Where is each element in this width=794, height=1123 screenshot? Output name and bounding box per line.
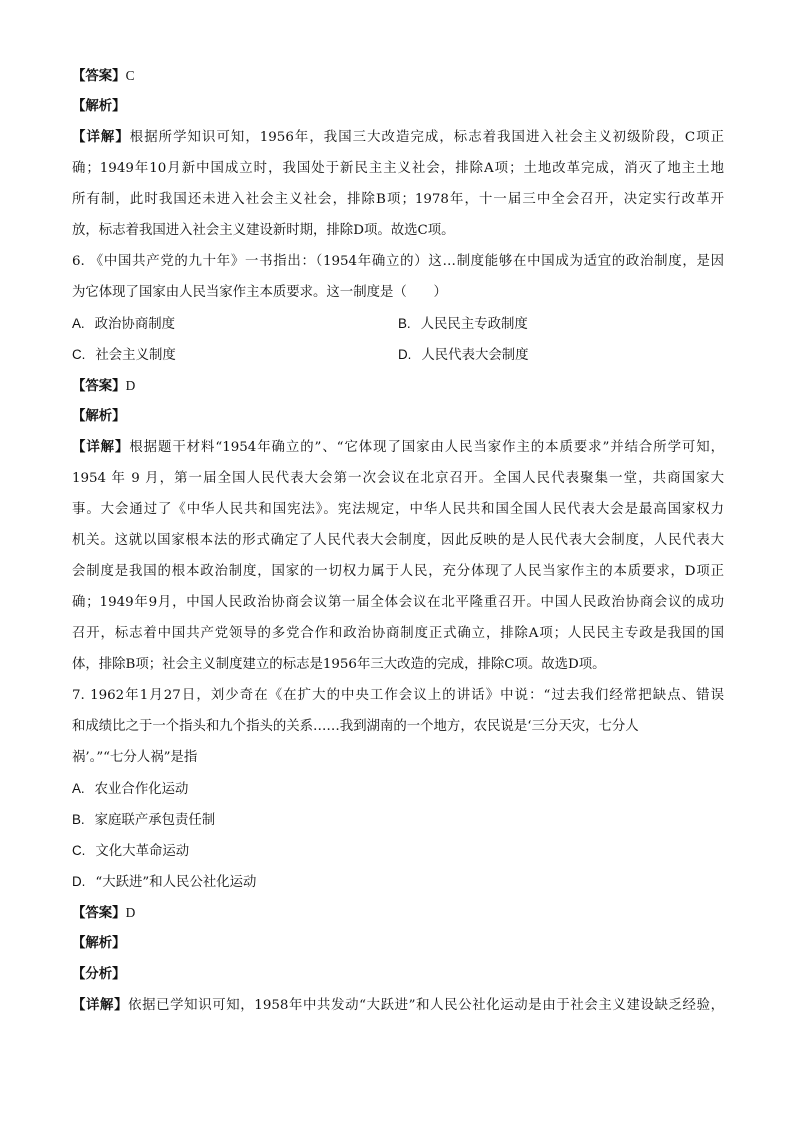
option-d — [398, 341, 724, 372]
detail-label: 【详解】 — [72, 129, 130, 145]
q7-stem-line-2 — [72, 744, 724, 775]
answer-value: D — [125, 905, 136, 920]
q6-detail-line-7 — [72, 651, 724, 682]
detail-text: 召开，标志着中国共产党领导的多党合作和政治协商制度正式确立，排除A项；人民民主专政是我国的国 — [72, 626, 724, 641]
analysis-label: 【解析】 — [72, 408, 126, 424]
detail-text: 事。大会通过了《中华人民共和国宪法》。宪法规定，中华人民共和国全国人民代表大会是最高国家权力 — [72, 502, 724, 517]
option-text: 文化大革命运动 — [95, 844, 190, 859]
q7-option-d — [72, 868, 724, 899]
option-b — [398, 310, 724, 341]
option-c — [72, 341, 398, 372]
q6-stem-line-0 — [72, 248, 724, 279]
option-text: 家庭联产承包责任制 — [94, 813, 216, 828]
fenxi-label: 【分析】 — [72, 966, 126, 982]
question-stem: 和成绩比之于一个指头和九个指头的关系……我到湖南的一个地方，农民说是‘三分天灾，七分人 — [72, 719, 639, 734]
detail-text: 确；1949年9月，中国人民政治协商会议第一届全体会议在北平隆重召开。中国人民政治协商会议的成功 — [72, 595, 724, 610]
q6-options-row-2 — [72, 341, 724, 372]
option-letter: C. — [72, 843, 86, 858]
q7-fenxi-heading — [72, 961, 724, 992]
q5-answer-line — [72, 62, 724, 93]
q6-stem-line-1 — [72, 279, 724, 310]
detail-text: 放，标志着我国进入社会主义建设新时期，排除D项。故选C项。 — [72, 223, 455, 238]
detail-label: 【详解】 — [72, 997, 129, 1013]
detail-text: 确；1949年10月新中国成立时，我国处于新民主主义社会，排除A项；土地改革完成，消灭了地主土地 — [72, 161, 724, 176]
q6-analysis-heading — [72, 403, 724, 434]
q6-detail-line-5 — [72, 589, 724, 620]
answer-label: 【答案】 — [72, 378, 126, 394]
q6-detail-line-3 — [72, 527, 724, 558]
option-letter: B. — [398, 316, 411, 331]
q5-detail-line-1 — [72, 155, 724, 186]
answer-value: D — [125, 378, 136, 393]
option-letter: D. — [398, 347, 412, 362]
q7-option-c — [72, 837, 724, 868]
question-stem: 为它体现了国家由人民当家作主本质要求。这一制度是（ ） — [72, 285, 447, 300]
option-letter: A. — [72, 781, 85, 796]
q7-option-b — [72, 806, 724, 837]
detail-text: 会制度是我国的根本政治制度，国家的一切权力属于人民，充分体现了人民当家作主的本质要求，D项正 — [72, 564, 724, 579]
q6-detail-line-6 — [72, 620, 724, 651]
q5-detail-line-0 — [72, 124, 724, 155]
q5-detail-line-3 — [72, 217, 724, 248]
q6-detail-line-2 — [72, 496, 724, 527]
detail-text: 体，排除B项；社会主义制度建立的标志是1956年三大改造的完成，排除C项。故选D项。 — [72, 657, 606, 672]
option-letter: B. — [72, 812, 85, 827]
option-text: 农业合作化运动 — [94, 782, 189, 797]
q6-detail-line-0 — [72, 434, 724, 465]
q6-options-row-1 — [72, 310, 724, 341]
q6-detail-line-4 — [72, 558, 724, 589]
q7-answer-line — [72, 899, 724, 930]
answer-label: 【答案】 — [72, 68, 126, 84]
q5-analysis-heading — [72, 93, 724, 124]
q7-detail-line-0 — [72, 992, 724, 1023]
q7-stem-line-1 — [72, 713, 724, 744]
q7-option-a — [72, 775, 724, 806]
answer-label: 【答案】 — [72, 905, 126, 921]
q6-answer-line — [72, 372, 724, 403]
detail-text: 1954 年 9 月，第一届全国人民代表大会第一次会议在北京召开。全国人民代表聚集一堂，共商国家大 — [72, 471, 724, 486]
analysis-label: 【解析】 — [72, 98, 126, 114]
q7-stem-line-0 — [72, 682, 724, 713]
option-text: 人民代表大会制度 — [421, 348, 529, 363]
answer-value: C — [125, 68, 135, 83]
option-text: 人民民主专政制度 — [420, 317, 528, 332]
detail-text: 依据已学知识可知，1958年中共发动“大跃进”和人民公社化运动是由于社会主义建设缺乏经验， — [128, 998, 724, 1013]
option-text: 社会主义制度 — [95, 348, 176, 363]
question-stem: 祸’。”“七分人祸”是指 — [72, 750, 198, 765]
detail-label: 【详解】 — [72, 439, 130, 455]
option-a — [72, 310, 398, 341]
option-text: “大跃进”和人民公社化运动 — [95, 875, 257, 890]
question-stem: 7. 1962年1月27日，刘少奇在《在扩大的中央工作会议上的讲话》中说：“过去我们经常把缺点、错误 — [72, 688, 724, 703]
analysis-label: 【解析】 — [72, 935, 126, 951]
question-stem: 6. 《中国共产党的九十年》一书指出：（1954年确立的）这…制度能够在中国成为适宜的政治制度，是因 — [72, 254, 724, 269]
detail-text: 所有制，此时我国还未进入社会主义社会，排除B项；1978年，十一届三中全会召开，决定实行改革开 — [72, 192, 724, 207]
option-letter: C. — [72, 347, 86, 362]
option-text: 政治协商制度 — [94, 317, 175, 332]
detail-text: 根据所学知识可知，1956年，我国三大改造完成，标志着我国进入社会主义初级阶段，C项正 — [129, 130, 724, 145]
q6-detail-line-1 — [72, 465, 724, 496]
q5-detail-line-2 — [72, 186, 724, 217]
detail-text: 机关。这就以国家根本法的形式确定了人民代表大会制度，因此反映的是人民代表大会制度，人民代表大 — [72, 533, 724, 548]
q7-analysis-heading — [72, 930, 724, 961]
option-letter: A. — [72, 316, 85, 331]
document-page — [72, 62, 724, 1023]
detail-text: 根据题干材料“1954年确立的”、“它体现了国家由人民当家作主的本质要求”并结合所学可知， — [129, 440, 724, 455]
option-letter: D. — [72, 874, 86, 889]
